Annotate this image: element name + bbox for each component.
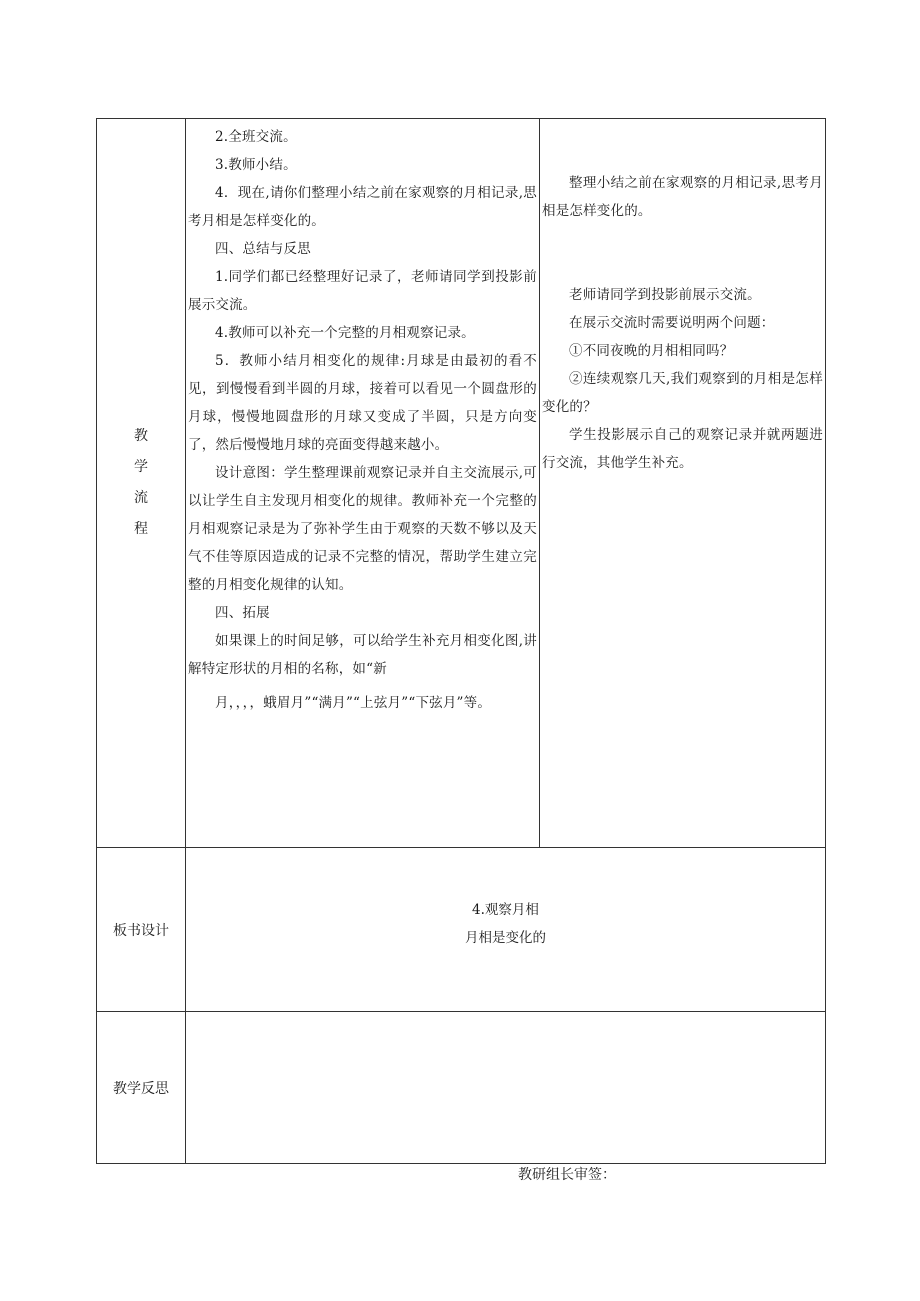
teacher-activity-cell — [186, 119, 540, 848]
design-intent-paragraph: 设计意图：学生整理课前观察记录并自主交流展示,可以让学生自主发现月相变化的规律。教师补充一个完整的月相观察记录是为了弥补学生由于观察的天数不够以及天气不佳等原因造成的记录不完整的情况，帮助学生建立完整的月相变化规律的认知。 — [188, 465, 537, 593]
student-paragraph: ②连续观察几天,我们观察到的月相是怎样变化的？ — [542, 371, 823, 415]
signature-line: 教研组长审签： — [518, 1167, 616, 1183]
board-design-row — [97, 848, 826, 1012]
teacher-paragraph: 3.教师小结。 — [215, 157, 297, 173]
teacher-paragraph: 5．教师小结月相变化的规律:月球是由最初的看不见，到慢慢看到半圆的月球，接着可以看见一个圆盘形的月球，慢慢地圆盘形的月球又变成了半圆，只是方向变了，然后慢慢地月球的亮面变得越来越小。 — [188, 353, 537, 453]
reflection-cell — [186, 1012, 826, 1164]
student-paragraph: 学生投影展示自己的观察记录并就两题进行交流，其他学生补充。 — [542, 427, 823, 471]
student-paragraph: 老师请同学到投影前展示交流。 — [569, 287, 761, 303]
board-design-label: 板书设计 — [97, 848, 186, 1012]
label-char: 程 — [134, 520, 148, 537]
teaching-process-row — [97, 119, 826, 848]
teacher-paragraph: 4.教师可以补充一个完整的月相观察记录。 — [215, 325, 475, 341]
label-char: 学 — [134, 459, 148, 476]
lesson-plan-table — [96, 118, 826, 1164]
board-design-cell — [186, 848, 826, 1012]
section-heading: 四、拓展 — [215, 605, 270, 621]
teacher-paragraph: 4．现在,请你们整理小结之前在家观察的月相记录,思考月相是怎样变化的。 — [188, 185, 537, 229]
board-line: 月相是变化的 — [465, 930, 546, 946]
section-heading: 四、总结与反思 — [215, 241, 311, 257]
label-char: 流 — [134, 490, 148, 506]
student-paragraph: 在展示交流时需要说明两个问题： — [569, 315, 775, 331]
student-activity-cell — [540, 119, 826, 848]
reflection-row — [97, 1012, 826, 1164]
reflection-label: 教学反思 — [97, 1012, 186, 1164]
student-paragraph: ①不同夜晚的月相相同吗？ — [569, 343, 734, 359]
board-title: 4.观察月相 — [472, 902, 539, 918]
teacher-paragraph: 1.同学们都已经整理好记录了，老师请同学到投影前展示交流。 — [188, 269, 537, 313]
teacher-paragraph: 如果课上的时间足够，可以给学生补充月相变化图,讲解特定形状的月相的名称，如“新 — [188, 633, 537, 677]
label-char: 教 — [134, 428, 148, 445]
student-paragraph: 整理小结之前在家观察的月相记录,思考月相是怎样变化的。 — [542, 175, 823, 219]
teaching-process-label — [97, 119, 186, 848]
teacher-paragraph: 2.全班交流。 — [215, 129, 297, 145]
teacher-paragraph: 月，，，，蛾眉月”“满月”“上弦月”“下弦月”等。 — [215, 695, 492, 711]
